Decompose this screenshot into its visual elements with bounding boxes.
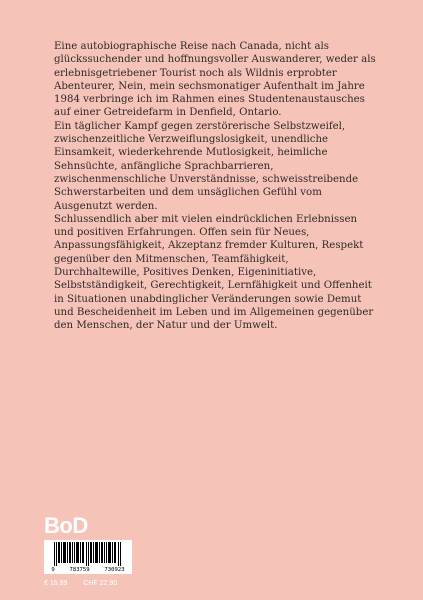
barcode-icon: [54, 542, 122, 566]
barcode-digit-first: 9: [51, 567, 55, 573]
publisher-logo: BoD: [44, 513, 88, 538]
blurb-paragraph-1: Eine autobiographische Reise nach Canada, nicht als glückssuchender und hoffnungsvoller Auswanderer, weder als erlebnisgetriebener Tourist noch als Wildnis erprobter Abenteurer, Nein, mein sechsmonatiger Aufenthalt im Jahre 1984 verbringe ich im Rahmen eines Studentenaustausches auf einer Getreidefarm in Denfield, Ontario.: [54, 41, 376, 119]
barcode-digit-group-1: 783759: [69, 567, 90, 573]
blurb-paragraph-2: Ein täglicher Kampf gegen zerstörerische Selbstzweifel, zwischenzeitliche Verzweiflungslosigkeit, unendliche Einsamkeit, wiederkehrende Mutlosigkeit, heimliche Sehnsüchte, anfängliche Sprachbarrieren, zwischenmenschliche Unverständnisse, schweisstreibende Schwerstarbeiten und dem unsäglichen Gefühl vom Ausgenutzt werden.: [54, 120, 359, 212]
isbn-barcode: [44, 540, 132, 574]
price-eur: € 15,99: [44, 580, 68, 587]
price-line: [44, 580, 131, 587]
price-chf: CHF 22,90: [83, 580, 118, 587]
blurb-paragraph-3: Schlussendlich aber mit vielen eindrücklichen Erlebnissen und positiven Erfahrungen. Offen sein für Neues, Anpassungsfähigkeit, Akzeptanz fremder Kulturen, Respekt gegenüber den Mitmenschen, Teamfähigkeit, Durchhaltewille, Positives Denken, Eigeninitiative, Selbstständigkeit, Gerechtigkeit, Lernfähigkeit und Offenheit in Situationen unabdinglicher Veränderungen sowie Demut und Bescheidenheit im Leben und im Allgemeinen gegenüber den Menschen, der Natur und der Umwelt.: [54, 213, 374, 332]
barcode-digits: [44, 567, 132, 573]
barcode-digit-group-2: 730923: [104, 567, 125, 573]
back-cover-blurb: [54, 40, 376, 333]
